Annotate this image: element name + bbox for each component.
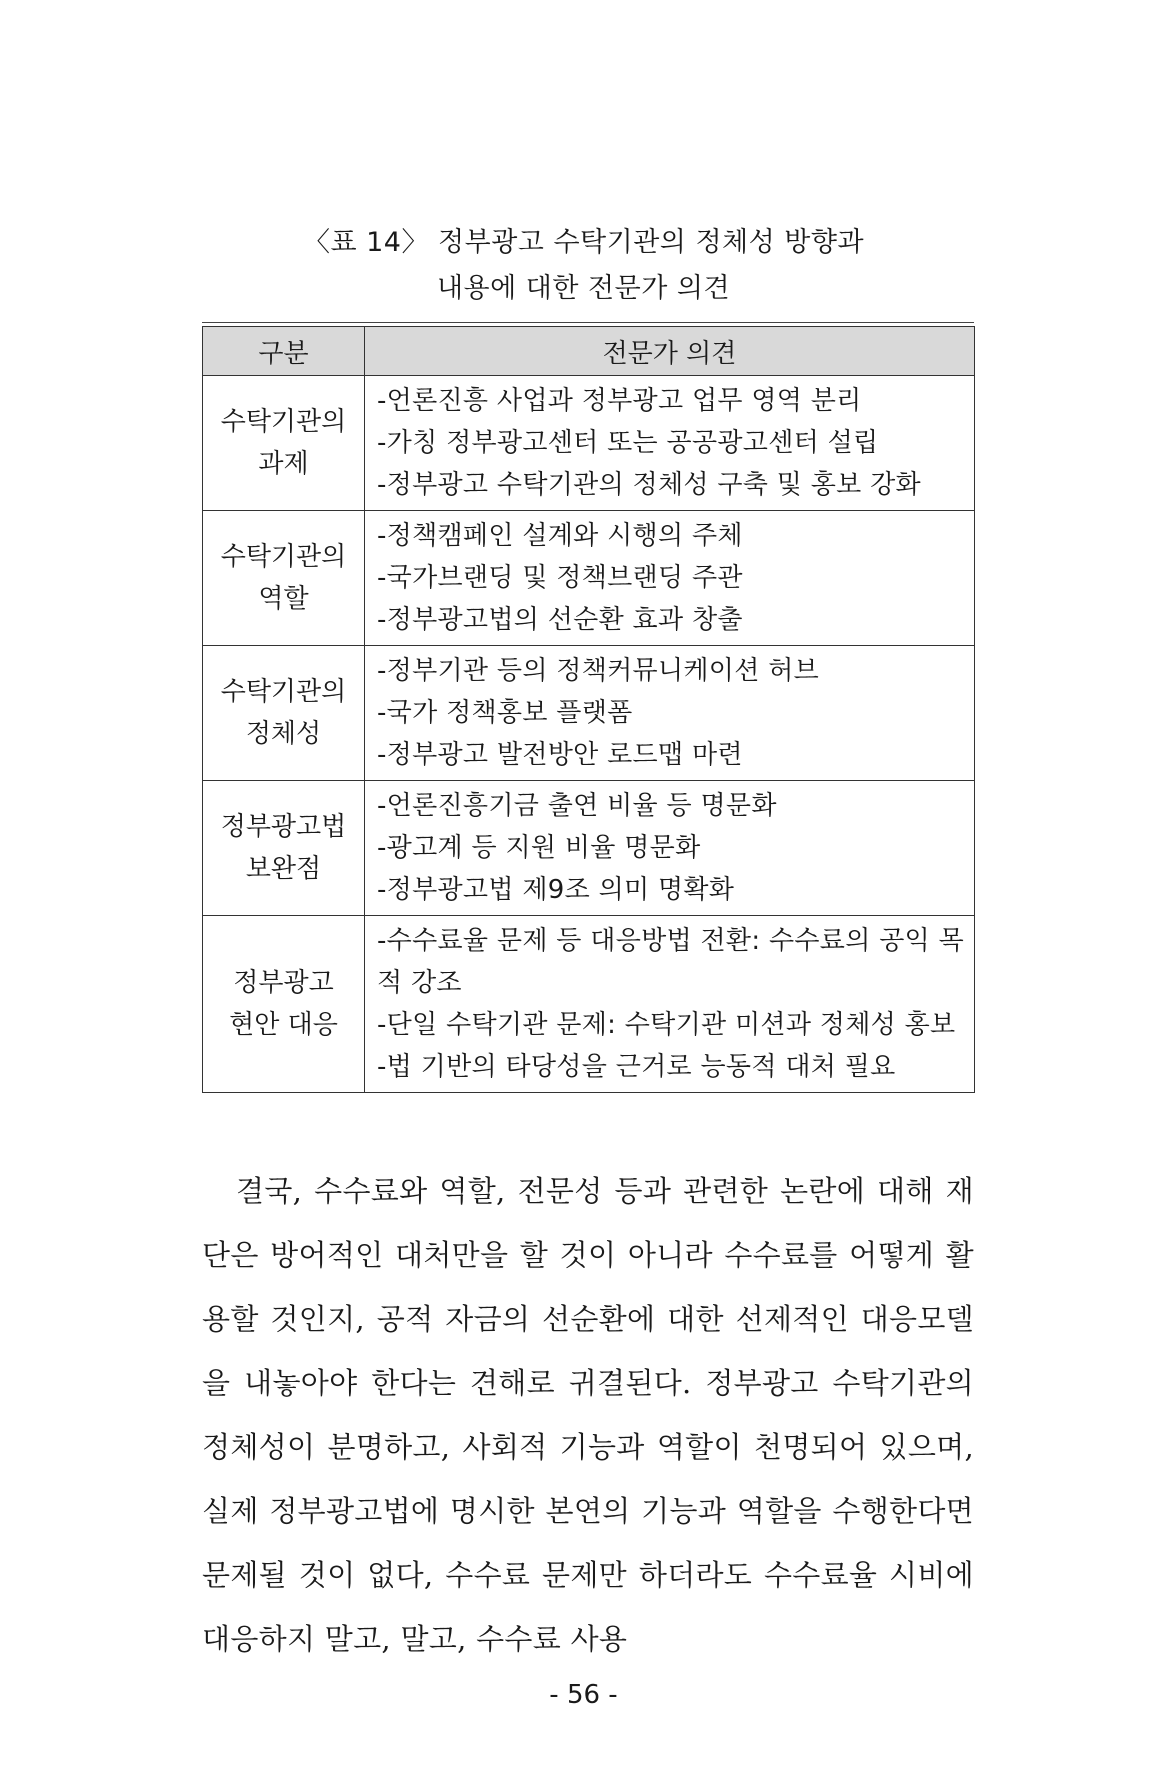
opinion-item: -정부광고 발전방안 로드맵 마련 <box>377 740 743 770</box>
page-number: - 56 - <box>549 1680 618 1710</box>
category-line: 수탁기관의 <box>220 407 347 437</box>
table-row <box>203 511 975 646</box>
category-line: 보완점 <box>245 854 322 884</box>
table-caption-line-2: 내용에 대한 전문가 의견 <box>436 273 731 304</box>
opinion-item: -정부기관 등의 정책커뮤니케이션 허브 <box>377 656 820 686</box>
opinion-item: -가칭 정부광고센터 또는 공공광고센터 설립 <box>377 428 879 458</box>
opinion-item: -국가브랜딩 및 정책브랜딩 주관 <box>377 563 743 593</box>
row-category <box>203 646 365 781</box>
expert-opinion-table <box>202 322 974 1093</box>
table-row <box>203 781 975 916</box>
table-row <box>203 646 975 781</box>
category-line: 정부광고법 <box>220 812 347 842</box>
row-items <box>365 781 975 916</box>
opinion-item: -정부광고법의 선순환 효과 창출 <box>377 605 743 635</box>
row-items <box>365 916 975 1093</box>
category-line: 정부광고 <box>233 968 334 998</box>
category-line: 현안 대응 <box>229 1010 338 1040</box>
opinion-item: -단일 수탁기관 문제: 수탁기관 미션과 정체성 홍보 <box>377 1010 956 1040</box>
row-items <box>365 646 975 781</box>
category-line: 과제 <box>258 449 309 479</box>
table-caption-line-1: 〈표 14〉 정부광고 수탁기관의 정체성 방향과 <box>302 227 865 258</box>
row-items <box>365 511 975 646</box>
opinion-item: -광고계 등 지원 비율 명문화 <box>377 833 701 863</box>
opinion-item: -언론진흥기금 출연 비율 등 명문화 <box>377 791 777 821</box>
body-paragraph: 결국, 수수료와 역할, 전문성 등과 관련한 논란에 대해 재단은 방어적인 대처만을 할 것이 아니라 수수료를 어떻게 활용할 것인지, 공적 자금의 선순환에 대한 선제적인 대응모델을 내놓아야 한다는 견해로 귀결된다. 정부광고 수탁기관의 정체성이 분명하고, 사회적 기능과 역할이 천명되어 있으며, 실제 정부광고법에 명시한 본연의 기능과 역할을 수행한다면 문제될 것이 없다, 수수료 문제만 하더라도 수수료율 시비에 대응하지 말고, 말고, 수수료 사용 <box>202 1174 974 1656</box>
row-category <box>203 916 365 1093</box>
opinion-item: -정부광고법 제9조 의미 명확화 <box>377 875 735 905</box>
table-row <box>203 916 975 1093</box>
table-header-row <box>203 327 975 376</box>
opinion-item: -정책캠페인 설계와 시행의 주체 <box>377 521 743 551</box>
row-items <box>365 376 975 511</box>
category-line: 정체성 <box>245 719 322 749</box>
opinion-item: -언론진흥 사업과 정부광고 업무 영역 분리 <box>377 386 862 416</box>
row-category <box>203 781 365 916</box>
category-line: 수탁기관의 <box>220 677 347 707</box>
opinion-table <box>202 326 975 1093</box>
table-row <box>203 376 975 511</box>
header-opinion: 전문가 의견 <box>365 327 975 376</box>
opinion-item: -법 기반의 타당성을 근거로 능동적 대처 필요 <box>377 1052 896 1082</box>
opinion-item: -수수료율 문제 등 대응방법 전환: 수수료의 공익 목적 강조 <box>377 926 965 998</box>
table-top-rule <box>202 322 974 323</box>
row-category <box>203 376 365 511</box>
category-line: 역할 <box>258 584 309 614</box>
opinion-item: -정부광고 수탁기관의 정체성 구축 및 홍보 강화 <box>377 470 921 500</box>
row-category <box>203 511 365 646</box>
header-category: 구분 <box>203 327 365 376</box>
opinion-item: -국가 정책홍보 플랫폼 <box>377 698 633 728</box>
category-line: 수탁기관의 <box>220 542 347 572</box>
